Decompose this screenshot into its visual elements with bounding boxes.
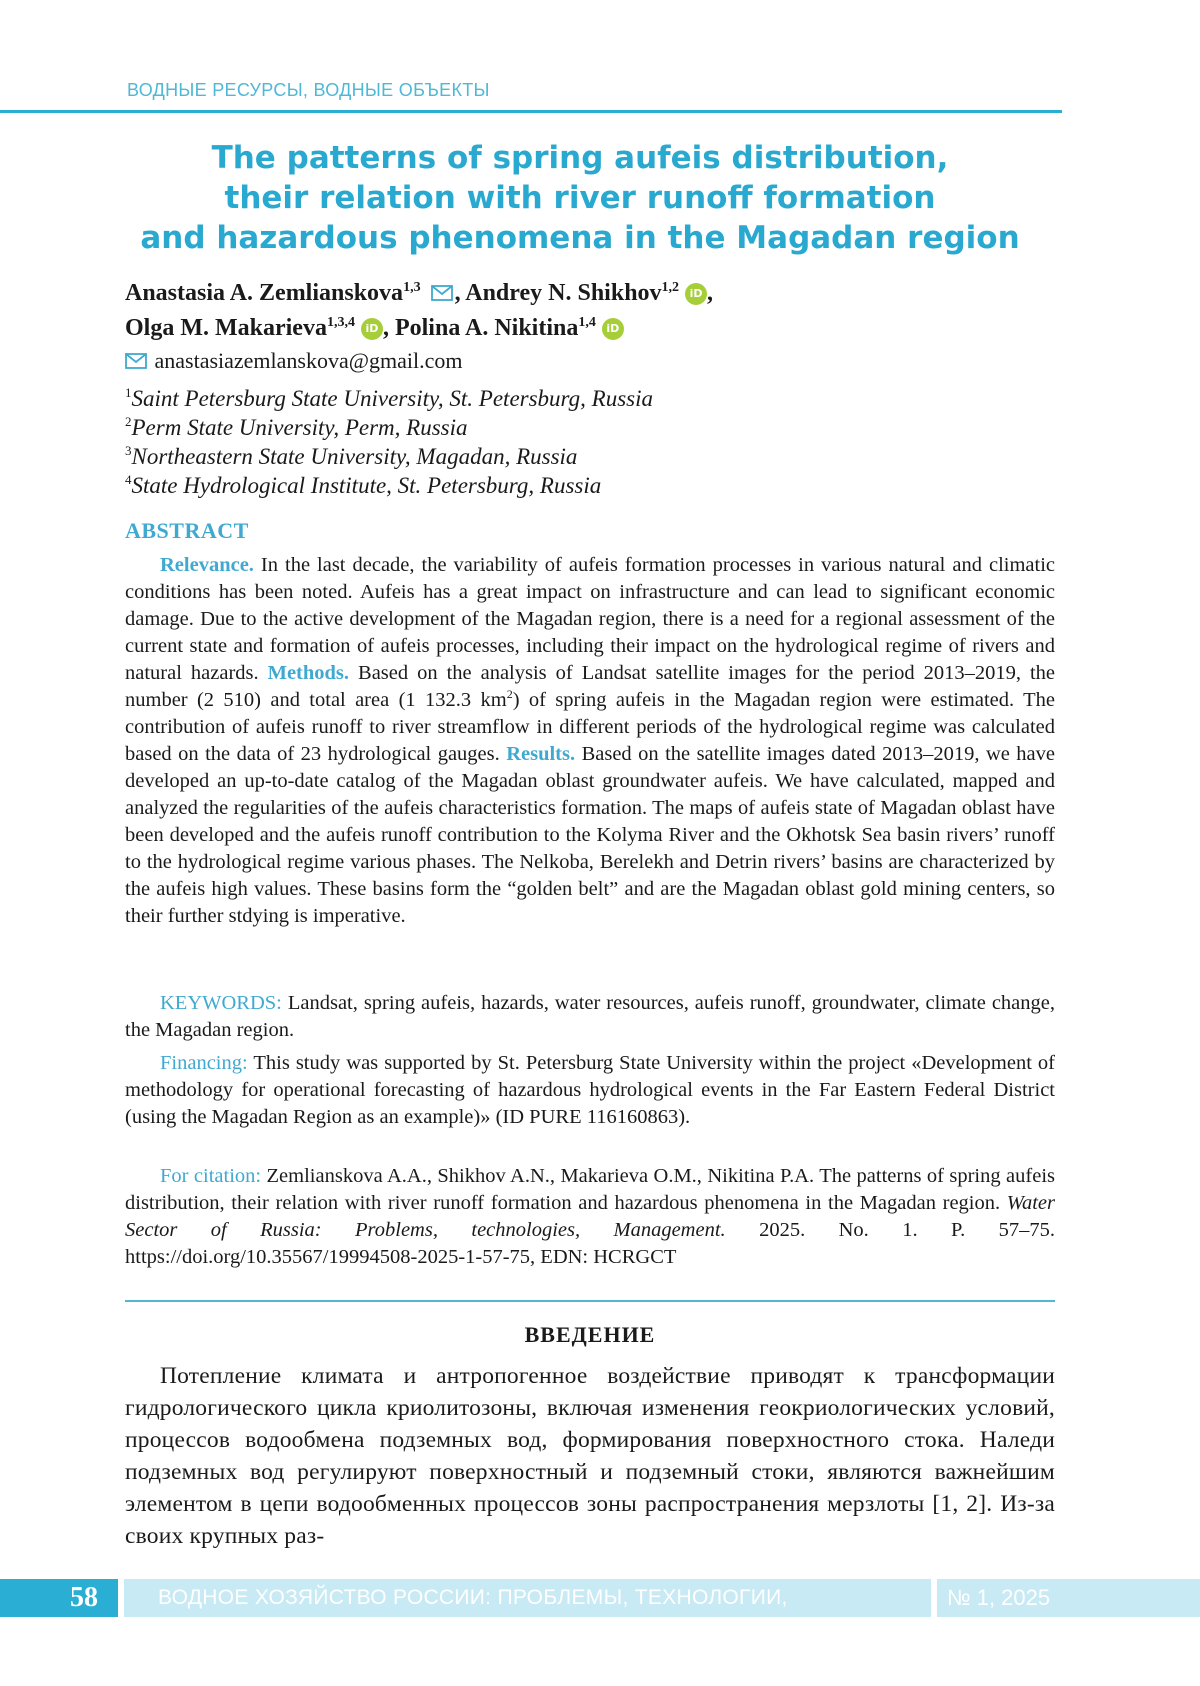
- relevance-text: In the last decade, the variability of aufeis formation processes in various natural and climatic conditions has been noted. Aufeis has a great impact on infrastructure and can lead to significant economic damage. Due to the active development of the Magadan region, there is a need for a regional assessment of the current state and formation of aufeis processes, including their impact on the hydrological regime of rivers and natural hazards.: [125, 554, 1055, 684]
- methods-text: Based on the analysis of Landsat satellite images for the period 2013–2019, the number (2 510) and total area (1 132.3 km: [125, 662, 1055, 711]
- email-link[interactable]: anastasiazemlanskova@gmail.com: [154, 348, 463, 373]
- corresponding-email: [125, 348, 463, 375]
- author-affiliation: 1,3,4: [326, 315, 355, 330]
- author-name: Anastasia A. Zemlianskova: [125, 280, 404, 306]
- title-line-2: their relation with river runoff formation: [224, 180, 936, 216]
- affiliation-text: Northeastern State University, Magadan, Russia: [131, 444, 578, 469]
- abstract-heading: ABSTRACT: [125, 518, 249, 543]
- citation-journal: Water Sector of Russia: Problems, technologies, Management.: [125, 1192, 1055, 1241]
- orcid-icon[interactable]: iD: [685, 283, 707, 305]
- footer-journal-name: ВОДНОЕ ХОЗЯЙСТВО РОССИИ: ПРОБЛЕМЫ, ТЕХНОЛОГИИ, УПРАВЛЕНИЕ: [124, 1579, 931, 1617]
- methods-superscript: 2: [506, 687, 513, 702]
- section-header: ВОДНЫЕ РЕСУРСЫ, ВОДНЫЕ ОБЪЕКТЫ: [127, 80, 490, 100]
- page-footer: [0, 1579, 1200, 1647]
- title-line-1: The patterns of spring aufeis distribution,: [211, 140, 949, 176]
- financing-text: This study was supported by St. Petersburg State University within the project «Development of methodology for operational forecasting of hazardous hydrological events in the Far Eastern Federal District (using the Magadan Region as an example)» (ID PURE 116160863).: [125, 1052, 1055, 1128]
- section-divider: [125, 1300, 1055, 1302]
- mail-icon: [125, 349, 147, 375]
- author-affiliation: 1,4: [578, 315, 596, 330]
- author-affiliation: 1,3: [403, 280, 421, 295]
- title-line-3: and hazardous phenomena in the Magadan region: [140, 220, 1020, 256]
- citation-label: For citation:: [160, 1165, 262, 1187]
- keywords: [125, 990, 1055, 1044]
- author-affiliation: 1,2: [661, 280, 680, 295]
- orcid-icon[interactable]: iD: [361, 318, 383, 340]
- abstract-body: [125, 552, 1055, 930]
- article-title: [125, 138, 1035, 258]
- mail-icon[interactable]: [431, 277, 453, 311]
- intro-paragraph: Потепление климата и антропогенное воздействие приводят к трансформации гидрологического цикла криолитозоны, включая изменения геокриологических условий, процессов водообмена подземных вод, формирования поверхностного стока. Наледи подземных вод регулируют поверхностный и подземный стоки, являются важнейшим элементом в цепи водообменных процессов зоны распространения мерзлоты [1, 2]. Из-за своих крупных раз-: [125, 1363, 1055, 1549]
- affiliation-item: [125, 413, 653, 442]
- financing-label: Financing:: [160, 1052, 248, 1074]
- affiliation-text: State Hydrological Institute, St. Petersburg, Russia: [131, 473, 602, 498]
- methods-text-cont: ) of spring aufeis in the Magadan region were estimated. The contribution of aufeis runoff to river streamflow in different periods of the hydrological regime was calculated based on the data of 23 hydrological gauges.: [125, 689, 1055, 765]
- results-text: Based on the satellite images dated 2013–2019, we have developed an up-to-date catalog of the Magadan oblast groundwater aufeis. We have calculated, mapped and analyzed the regularities of the aufeis characteristics formation. The maps of aufeis state of Magadan oblast have been developed and the aufeis runoff contribution to the Kolyma River and the Okhotsk Sea basin rivers’ runoff to the hydrological regime various phases. The Nelkoba, Berelekh and Detrin rivers’ basins are characterized by the aufeis high values. These basins form the “golden belt” and are the Magadan oblast gold mining centers, so their further stdying is imperative.: [125, 743, 1055, 927]
- affiliation-number: 2: [125, 414, 132, 429]
- author-name: Olga M. Makarieva: [125, 315, 327, 341]
- author-name: Polina A. Nikitina: [394, 315, 579, 341]
- page-number: 58: [0, 1579, 118, 1617]
- affiliation-number: 1: [125, 385, 132, 400]
- financing: [125, 1050, 1055, 1131]
- results-label: Results.: [506, 743, 576, 765]
- affiliation-item: [125, 471, 653, 500]
- affiliations: [125, 384, 653, 500]
- header-rule: [0, 110, 1062, 113]
- author-name: Andrey N. Shikhov: [465, 280, 662, 306]
- relevance-label: Relevance.: [160, 554, 254, 576]
- affiliation-item: [125, 442, 653, 471]
- affiliation-number: 3: [125, 443, 132, 458]
- authors: Anastasia A. Zemlianskova$^{1,3}$ , Andrey N. Shikhov$^{1,2}$ iD , Olga M. Makarieva$^{1,3,4}$ iD , Polina A. Nikitina$^{1,4}$ iD: [125, 276, 1025, 345]
- affiliation-text: Saint Petersburg State University, St. Petersburg, Russia: [131, 386, 653, 411]
- citation-text: Zemlianskova A.A., Shikhov A.N., Makarieva O.M., Nikitina P.A. The patterns of spring aufeis distribution, their relation with river runoff formation and hazardous phenomena in the Magadan region.: [125, 1165, 1056, 1214]
- orcid-icon[interactable]: iD: [602, 318, 624, 340]
- affiliation-item: [125, 384, 653, 413]
- affiliation-text: Perm State University, Perm, Russia: [131, 415, 468, 440]
- footer-issue: № 1, 2025: [937, 1579, 1200, 1617]
- keywords-text: Landsat, spring aufeis, hazards, water resources, aufeis runoff, groundwater, climate change, the Magadan region.: [125, 992, 1056, 1041]
- intro-body: [125, 1360, 1055, 1552]
- intro-heading: ВВЕДЕНИЕ: [524, 1322, 656, 1347]
- methods-label: Methods.: [267, 662, 350, 684]
- citation: [125, 1163, 1055, 1271]
- keywords-label: KEYWORDS:: [160, 992, 282, 1014]
- citation-text-doi[interactable]: 2025. No. 1. P. 57–75. https://doi.org/10.35567/19994508-2025-1-57-75, EDN: HCRGCT: [125, 1219, 1055, 1268]
- affiliation-number: 4: [125, 472, 132, 487]
- abstract-paragraph: [125, 552, 1055, 930]
